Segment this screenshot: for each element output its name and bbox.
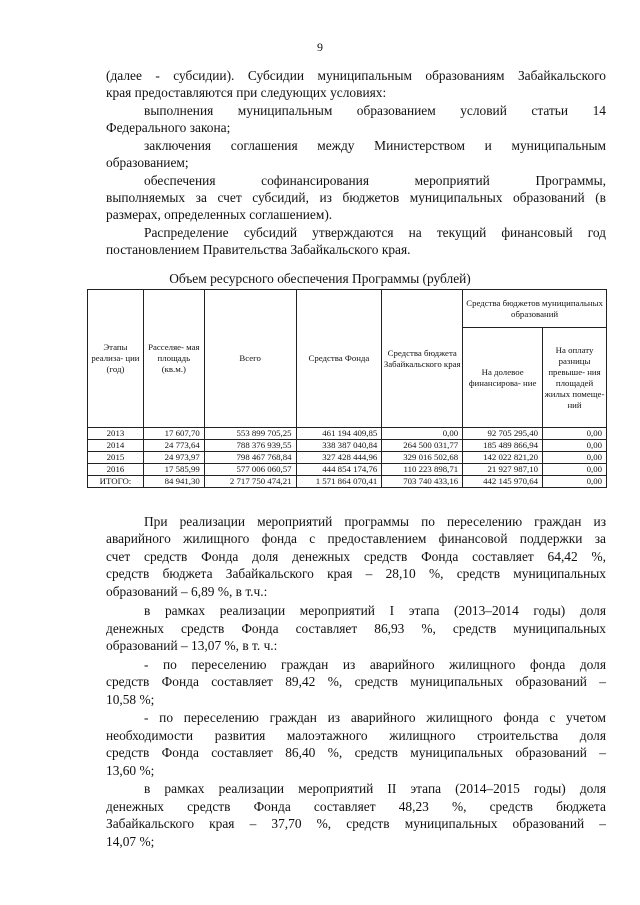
cell-equity: 442 145 970,64: [463, 476, 543, 488]
cell-area: 17 607,70: [143, 428, 204, 440]
text-line: постановлением Правительства Забайкальского края.: [106, 242, 411, 257]
text-line: средств Фонда составляет 89,42 %, средств муниципальных образований –: [106, 674, 606, 689]
resource-table: [87, 289, 607, 488]
cell-equity: 21 927 987,10: [463, 464, 543, 476]
cell-total: 553 899 705,25: [204, 428, 296, 440]
cell-equity: 185 489 866,94: [463, 440, 543, 452]
header-area: Расселяе- мая площадь (кв.м.): [143, 290, 204, 428]
text-line: средств бюджета Забайкальского края – 28,10 %, средств муниципальных: [106, 566, 606, 581]
cell-regional: 264 500 031,77: [382, 440, 463, 452]
cell-fund: 444 854 174,76: [296, 464, 382, 476]
header-total: Всего: [204, 290, 296, 428]
text-line: 13,60 %;: [106, 763, 155, 778]
text-line: выполняемых за счет субсидий, из бюджетов муниципальных образований (в: [106, 190, 606, 205]
header-equity: На долевое финансирова- ние: [463, 328, 543, 428]
cell-fund: 327 428 444,96: [296, 452, 382, 464]
text-line: размерах, определенных соглашением).: [106, 207, 333, 222]
header-municipal-group: Средства бюджетов муниципальных образований: [463, 290, 607, 328]
cell-regional: 110 223 898,71: [382, 464, 463, 476]
cell-excess: 0,00: [543, 428, 607, 440]
cell-area: 24 973,97: [143, 452, 204, 464]
cell-total: 2 717 750 474,21: [204, 476, 296, 488]
cell-fund: 461 194 409,85: [296, 428, 382, 440]
text-line: 14,07 %;: [106, 834, 155, 849]
cell-year: 2015: [88, 452, 144, 464]
table-row: [88, 428, 607, 440]
cell-year: ИТОГО:: [88, 476, 144, 488]
table-title: Объем ресурсного обеспечения Программы (рублей): [169, 271, 471, 286]
cell-total: 577 006 060,57: [204, 464, 296, 476]
text-line: - по переселению граждан из аварийного жилищного фонда доля: [144, 657, 606, 672]
cell-area: 84 941,30: [143, 476, 204, 488]
cell-year: 2013: [88, 428, 144, 440]
text-line: в рамках реализации мероприятий II этапа (2014–2015 годы) доля: [144, 781, 606, 796]
text-line: края предоставляются при следующих условиях:: [106, 85, 387, 100]
cell-regional: 703 740 433,16: [382, 476, 463, 488]
text-line: в рамках реализации мероприятий I этапа (2013–2014 годы) доля: [144, 603, 606, 618]
cell-equity: 92 705 295,40: [463, 428, 543, 440]
table-row: [88, 452, 607, 464]
text-line: 10,58 %;: [106, 692, 155, 707]
header-stages: Этапы реализа- ции (год): [88, 290, 144, 428]
cell-fund: 1 571 864 070,41: [296, 476, 382, 488]
text-line: Федерального закона;: [106, 120, 231, 135]
text-line: денежных средств Фонда составляет 86,93 %, средств муниципальных: [106, 621, 606, 636]
header-excess: На оплату разницы превыше- ния площадей жилых помеще- ний: [543, 328, 607, 428]
cell-excess: 0,00: [543, 464, 607, 476]
cell-total: 798 467 768,84: [204, 452, 296, 464]
text-line: обеспечения софинансирования мероприятий Программы,: [144, 173, 606, 188]
table-row: [88, 440, 607, 452]
cell-equity: 142 022 821,20: [463, 452, 543, 464]
text-line: заключения соглашения между Министерством и муниципальным: [144, 138, 606, 153]
cell-excess: 0,00: [543, 440, 607, 452]
text-line: - по переселению граждан из аварийного жилищного фонда с учетом: [144, 710, 606, 725]
cell-regional: 0,00: [382, 428, 463, 440]
cell-fund: 338 387 040,84: [296, 440, 382, 452]
table-row: [88, 476, 607, 488]
text-line: При реализации мероприятий программы по переселению граждан из: [144, 514, 606, 529]
text-line: выполнения муниципальным образованием условий статьи 14: [144, 103, 606, 118]
text-line: денежных средств Фонда составляет 48,23 %, средств бюджета: [106, 799, 606, 814]
text-line: (далее - субсидии). Субсидии муниципальным образованиям Забайкальского: [106, 68, 606, 83]
text-line: аварийного жилищного фонда с предоставлением финансовой поддержки за: [106, 531, 606, 546]
text-line: образований – 6,89 %, в т.ч.:: [106, 584, 268, 599]
text-line: Забайкальского края – 37,70 %, средств муниципальных образований –: [106, 816, 606, 831]
text-line: счет средств Фонда доля денежных средств Фонда составляет 64,42 %,: [106, 549, 606, 564]
cell-area: 24 773,64: [143, 440, 204, 452]
cell-excess: 0,00: [543, 476, 607, 488]
text-line: Распределение субсидий утверждаются на текущий финансовый год: [144, 225, 606, 240]
text-line: образованием;: [106, 155, 189, 170]
header-fund: Средства Фонда: [296, 290, 382, 428]
page-number: 9: [317, 40, 323, 54]
cell-area: 17 585,99: [143, 464, 204, 476]
cell-total: 788 376 939,55: [204, 440, 296, 452]
cell-excess: 0,00: [543, 452, 607, 464]
text-line: средств Фонда составляет 86,40 %, средств муниципальных образований –: [106, 745, 606, 760]
cell-year: 2016: [88, 464, 144, 476]
text-line: образований – 13,07 %, в т. ч.:: [106, 638, 278, 653]
cell-year: 2014: [88, 440, 144, 452]
header-regional: Средства бюджета Забайкальского края: [382, 290, 463, 428]
text-line: необходимости развития малоэтажного жилищного строительства доля: [106, 728, 606, 743]
table-row: [88, 464, 607, 476]
cell-regional: 329 016 502,68: [382, 452, 463, 464]
